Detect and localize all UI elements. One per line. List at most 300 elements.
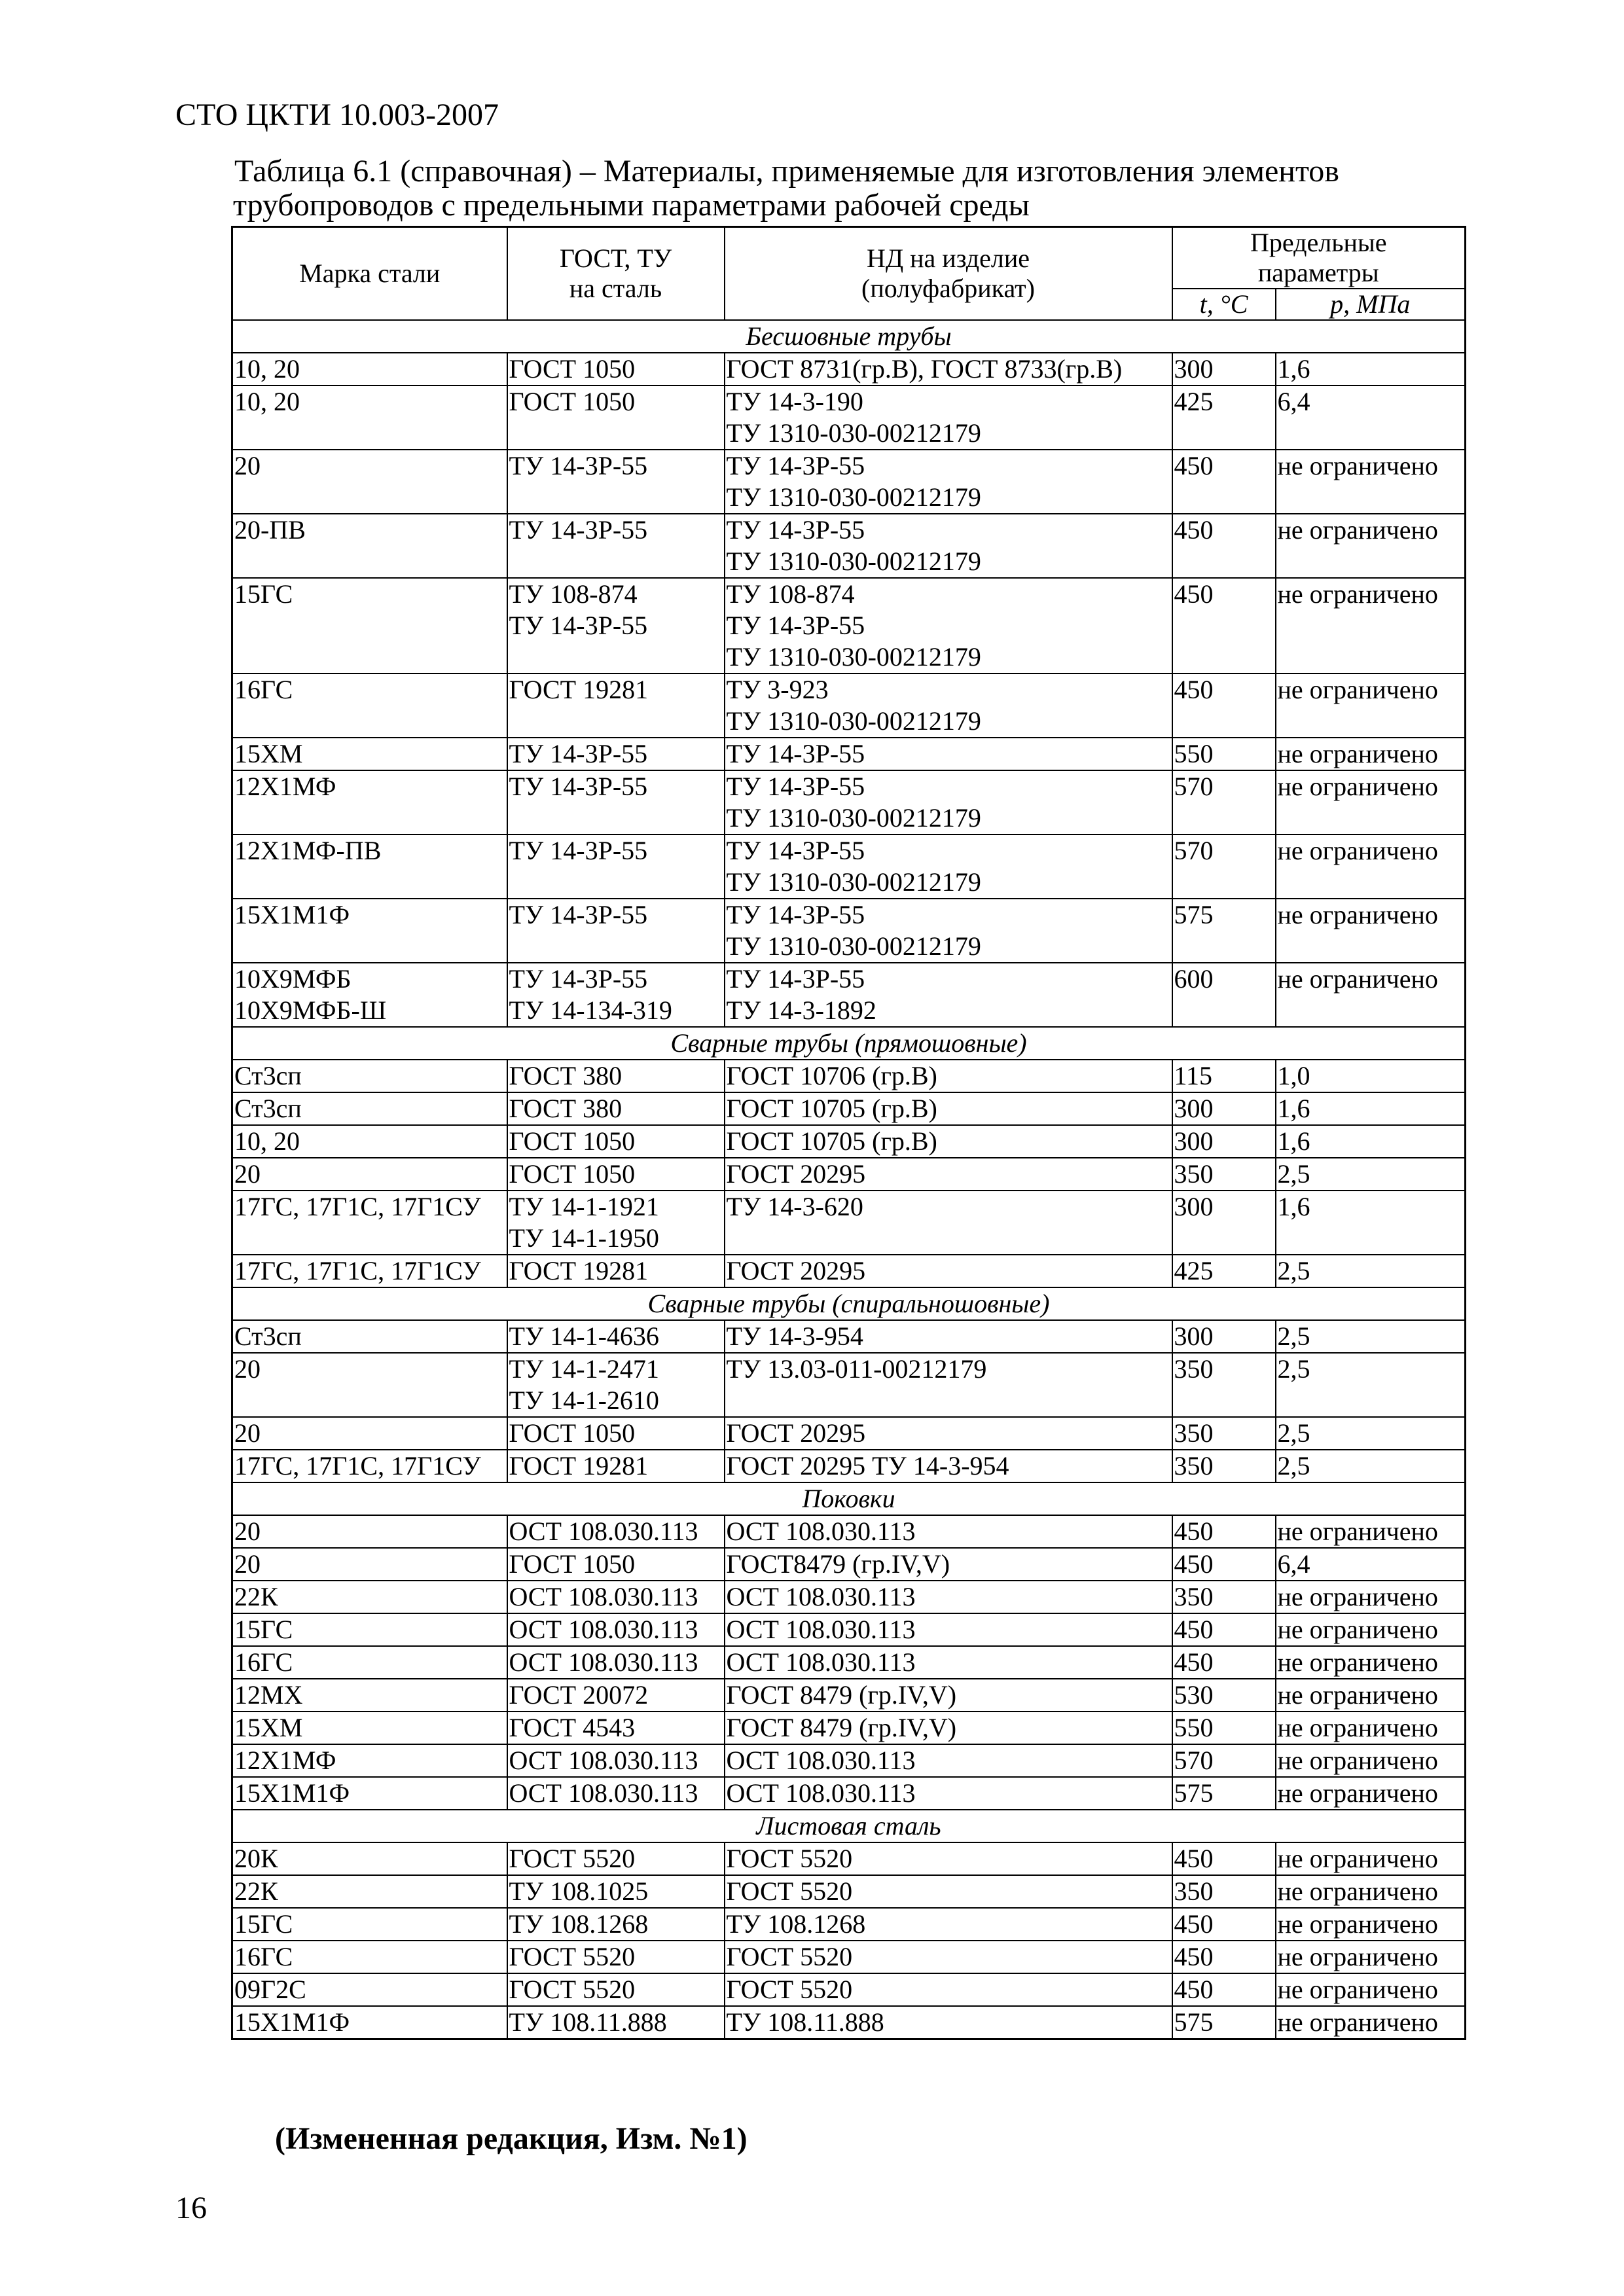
gost-cell <box>507 1646 725 1679</box>
nd-cell-line: ТУ 1310-030-00212179 <box>726 547 981 576</box>
temperature-cell: 350 <box>1172 1450 1276 1482</box>
steel-cell <box>232 1842 507 1875</box>
gost-cell-line: ОСТ 108.030.113 <box>509 1746 698 1775</box>
pressure-cell: не ограничено <box>1276 1908 1466 1941</box>
gost-cell <box>507 963 725 1027</box>
temperature-cell: 450 <box>1172 1646 1276 1679</box>
header-limits-line-1: Предельные <box>1250 228 1387 257</box>
nd-cell-line: ОСТ 108.030.113 <box>726 1746 916 1775</box>
nd-cell-line: ТУ 14-3-954 <box>726 1321 863 1351</box>
table-row <box>232 1320 1466 1353</box>
steel-cell <box>232 899 507 963</box>
temperature-cell: 425 <box>1172 1255 1276 1287</box>
table-row <box>232 738 1466 770</box>
temperature-cell: 300 <box>1172 1125 1276 1158</box>
steel-cell-line: 20 <box>234 1516 261 1546</box>
nd-cell-line: ГОСТ 10705 (гр.В) <box>726 1094 937 1123</box>
gost-cell-line: ГОСТ 19281 <box>509 1451 649 1480</box>
steel-cell <box>232 963 507 1027</box>
nd-cell <box>725 1417 1172 1450</box>
table-caption <box>234 154 1465 223</box>
steel-cell-line: 15ХМ <box>234 1713 303 1742</box>
nd-cell-line: ОСТ 108.030.113 <box>726 1516 916 1546</box>
gost-cell-line: ОСТ 108.030.113 <box>509 1647 698 1677</box>
steel-cell-line: 15Х1М1Ф <box>234 2007 350 2037</box>
temperature-cell: 450 <box>1172 514 1276 578</box>
temperature-cell: 550 <box>1172 1712 1276 1744</box>
steel-cell <box>232 1320 507 1353</box>
pressure-cell: 1,6 <box>1276 1191 1466 1255</box>
pressure-cell: не ограничено <box>1276 1941 1466 1973</box>
nd-cell <box>725 1125 1172 1158</box>
table-row <box>232 673 1466 738</box>
nd-cell-line: ГОСТ8479 (гр.IV,V) <box>726 1549 950 1579</box>
gost-cell <box>507 738 725 770</box>
steel-cell <box>232 1255 507 1287</box>
nd-cell <box>725 1450 1172 1482</box>
steel-cell-line: 15Х1М1Ф <box>234 1778 350 1808</box>
steel-cell-line: 12Х1МФ-ПВ <box>234 836 382 865</box>
nd-cell-line: ТУ 14-3-620 <box>726 1192 863 1221</box>
temperature-cell: 570 <box>1172 770 1276 834</box>
steel-cell <box>232 1875 507 1908</box>
steel-cell-line: 10, 20 <box>234 387 300 416</box>
nd-cell <box>725 1646 1172 1679</box>
nd-cell-line: ГОСТ 5520 <box>726 1975 853 2004</box>
pressure-cell: не ограничено <box>1276 514 1466 578</box>
nd-cell <box>725 963 1172 1027</box>
nd-cell-line: ТУ 1310-030-00212179 <box>726 706 981 736</box>
temperature-cell: 450 <box>1172 673 1276 738</box>
steel-cell <box>232 450 507 514</box>
document-header: СТО ЦКТИ 10.003-2007 <box>175 98 499 132</box>
nd-cell <box>725 1842 1172 1875</box>
steel-cell-line: 12Х1МФ <box>234 1746 336 1775</box>
table-row <box>232 1842 1466 1875</box>
temperature-cell: 300 <box>1172 1191 1276 1255</box>
temperature-cell: 350 <box>1172 1581 1276 1613</box>
materials-table <box>231 226 1466 2040</box>
gost-cell-line: ТУ 14-1-1950 <box>509 1223 659 1253</box>
steel-cell-line: 15ГС <box>234 1909 293 1939</box>
steel-cell-line: 17ГС, 17Г1С, 17Г1СУ <box>234 1451 481 1480</box>
section-title: Листовая сталь <box>232 1810 1466 1842</box>
pressure-cell: 2,5 <box>1276 1320 1466 1353</box>
nd-cell-line: ТУ 3-923 <box>726 675 829 704</box>
temperature-cell: 450 <box>1172 450 1276 514</box>
steel-cell <box>232 834 507 899</box>
gost-cell <box>507 1092 725 1125</box>
nd-cell-line: ГОСТ 8731(гр.В), ГОСТ 8733(гр.В) <box>726 354 1123 384</box>
steel-cell <box>232 1060 507 1092</box>
gost-cell <box>507 1320 725 1353</box>
pressure-cell: не ограничено <box>1276 1875 1466 1908</box>
steel-cell-line: Ст3сп <box>234 1061 302 1090</box>
temperature-cell: 300 <box>1172 1320 1276 1353</box>
gost-cell <box>507 770 725 834</box>
pressure-cell: 2,5 <box>1276 1417 1466 1450</box>
steel-cell <box>232 1744 507 1777</box>
steel-cell <box>232 1353 507 1417</box>
steel-cell <box>232 1712 507 1744</box>
temperature-cell: 570 <box>1172 834 1276 899</box>
steel-cell <box>232 1679 507 1712</box>
temperature-cell: 575 <box>1172 1777 1276 1810</box>
nd-cell <box>725 2006 1172 2039</box>
gost-cell-line: ОСТ 108.030.113 <box>509 1516 698 1546</box>
gost-cell-line: ТУ 14-3Р-55 <box>509 515 648 545</box>
section-header-row <box>232 320 1466 353</box>
nd-cell <box>725 1712 1172 1744</box>
gost-cell <box>507 1191 725 1255</box>
pressure-cell: не ограничено <box>1276 834 1466 899</box>
nd-cell-line: ТУ 1310-030-00212179 <box>726 482 981 512</box>
table-row <box>232 514 1466 578</box>
revision-note: (Измененная редакция, Изм. №1) <box>275 2121 748 2156</box>
nd-cell <box>725 353 1172 386</box>
gost-cell <box>507 1941 725 1973</box>
steel-cell <box>232 770 507 834</box>
nd-cell-line: ТУ 14-3Р-55 <box>726 772 865 801</box>
gost-cell <box>507 1842 725 1875</box>
gost-cell <box>507 514 725 578</box>
table-row <box>232 1515 1466 1548</box>
steel-cell <box>232 2006 507 2039</box>
section-title: Сварные трубы (спиральношовные) <box>232 1287 1466 1320</box>
steel-cell-line: 10, 20 <box>234 1126 300 1156</box>
section-header-row <box>232 1810 1466 1842</box>
pressure-cell: не ограничено <box>1276 673 1466 738</box>
gost-cell <box>507 578 725 673</box>
gost-cell <box>507 1744 725 1777</box>
header-temperature: t, °C <box>1172 289 1276 320</box>
gost-cell-line: ГОСТ 20072 <box>509 1680 649 1710</box>
gost-cell-line: ТУ 14-3Р-55 <box>509 611 648 640</box>
table-row <box>232 1060 1466 1092</box>
steel-cell-line: 17ГС, 17Г1С, 17Г1СУ <box>234 1256 481 1285</box>
table-row <box>232 770 1466 834</box>
section-header-row <box>232 1287 1466 1320</box>
gost-cell-line: ТУ 14-134-319 <box>509 996 672 1025</box>
gost-cell <box>507 1158 725 1191</box>
gost-cell <box>507 386 725 450</box>
page-number: 16 <box>175 2191 207 2225</box>
pressure-cell: не ограничено <box>1276 899 1466 963</box>
pressure-cell: 2,5 <box>1276 1158 1466 1191</box>
gost-cell <box>507 1450 725 1482</box>
nd-cell <box>725 1191 1172 1255</box>
gost-cell <box>507 1679 725 1712</box>
gost-cell-line: ГОСТ 380 <box>509 1061 623 1090</box>
header-nd <box>725 227 1172 321</box>
gost-cell-line: ГОСТ 19281 <box>509 675 649 704</box>
table-row <box>232 386 1466 450</box>
gost-cell-line: ТУ 108.1268 <box>509 1909 649 1939</box>
gost-cell-line: ГОСТ 1050 <box>509 1126 636 1156</box>
nd-cell <box>725 514 1172 578</box>
gost-cell <box>507 1777 725 1810</box>
gost-cell <box>507 2006 725 2039</box>
nd-cell-line: ГОСТ 5520 <box>726 1876 853 1906</box>
section-header-row <box>232 1027 1466 1060</box>
nd-cell-line: ОСТ 108.030.113 <box>726 1778 916 1808</box>
caption-line-1: Таблица 6.1 (справочная) – Материалы, применяемые для изготовления элементов <box>234 154 1339 188</box>
gost-cell-line: ОСТ 108.030.113 <box>509 1778 698 1808</box>
gost-cell <box>507 353 725 386</box>
gost-cell-line: ТУ 14-1-2471 <box>509 1354 659 1384</box>
temperature-cell: 350 <box>1172 1353 1276 1417</box>
header-pressure: p, МПа <box>1276 289 1466 320</box>
gost-cell <box>507 1908 725 1941</box>
gost-cell-line: ТУ 14-1-2610 <box>509 1386 659 1415</box>
steel-cell-line: 20 <box>234 1418 261 1448</box>
caption-line-2: трубопроводов с предельными параметрами рабочей среды <box>233 188 1030 223</box>
steel-cell <box>232 578 507 673</box>
steel-cell-line: 16ГС <box>234 1942 293 1971</box>
temperature-cell: 570 <box>1172 1744 1276 1777</box>
gost-cell-line: ТУ 108-874 <box>509 579 638 609</box>
header-nd-line-1: НД на изделие <box>866 243 1030 273</box>
gost-cell <box>507 1875 725 1908</box>
pressure-cell: не ограничено <box>1276 1842 1466 1875</box>
gost-cell-line: ТУ 14-3Р-55 <box>509 772 648 801</box>
steel-cell-line: 09Г2С <box>234 1975 306 2004</box>
nd-cell <box>725 1777 1172 1810</box>
steel-cell-line: 20К <box>234 1844 278 1873</box>
temperature-cell: 350 <box>1172 1875 1276 1908</box>
pressure-cell: не ограничено <box>1276 770 1466 834</box>
pressure-cell: не ограничено <box>1276 963 1466 1027</box>
nd-cell-line: ГОСТ 20295 <box>726 1418 866 1448</box>
table-row <box>232 1744 1466 1777</box>
table-row <box>232 1450 1466 1482</box>
header-steel-grade: Марка стали <box>232 227 507 321</box>
gost-cell <box>507 1060 725 1092</box>
steel-cell <box>232 1908 507 1941</box>
table-row <box>232 1255 1466 1287</box>
temperature-cell: 450 <box>1172 1548 1276 1581</box>
table-row <box>232 2006 1466 2039</box>
gost-cell-line: ТУ 108.1025 <box>509 1876 649 1906</box>
header-gost-line-1: ГОСТ, ТУ <box>559 243 672 273</box>
temperature-cell: 300 <box>1172 1092 1276 1125</box>
table-row <box>232 1092 1466 1125</box>
steel-cell <box>232 1581 507 1613</box>
table-row <box>232 1973 1466 2006</box>
steel-cell-line: 10Х9МФБ <box>234 964 352 994</box>
table-row <box>232 450 1466 514</box>
nd-cell-line: ОСТ 108.030.113 <box>726 1615 916 1644</box>
nd-cell-line: ТУ 14-3Р-55 <box>726 451 865 480</box>
nd-cell <box>725 386 1172 450</box>
nd-cell-line: ТУ 1310-030-00212179 <box>726 418 981 448</box>
nd-cell <box>725 1060 1172 1092</box>
steel-cell <box>232 1941 507 1973</box>
table-header <box>232 227 1466 321</box>
nd-cell-line: ТУ 1310-030-00212179 <box>726 642 981 672</box>
temperature-cell: 450 <box>1172 1941 1276 1973</box>
temperature-cell: 450 <box>1172 1973 1276 2006</box>
temperature-cell: 300 <box>1172 353 1276 386</box>
gost-cell <box>507 899 725 963</box>
gost-cell-line: ГОСТ 1050 <box>509 1549 636 1579</box>
temperature-cell: 115 <box>1172 1060 1276 1092</box>
gost-cell <box>507 834 725 899</box>
section-title: Сварные трубы (прямошовные) <box>232 1027 1466 1060</box>
temperature-cell: 450 <box>1172 578 1276 673</box>
gost-cell <box>507 1255 725 1287</box>
table-row <box>232 1125 1466 1158</box>
gost-cell <box>507 1515 725 1548</box>
gost-cell-line: ТУ 14-1-4636 <box>509 1321 659 1351</box>
steel-cell <box>232 1613 507 1646</box>
pressure-cell: не ограничено <box>1276 738 1466 770</box>
gost-cell <box>507 673 725 738</box>
temperature-cell: 600 <box>1172 963 1276 1027</box>
nd-cell <box>725 834 1172 899</box>
nd-cell-line: ГОСТ 10706 (гр.В) <box>726 1061 937 1090</box>
pressure-cell: не ограничено <box>1276 578 1466 673</box>
header-nd-line-2: (полуфабрикат) <box>861 274 1035 303</box>
section-title: Бесшовные трубы <box>232 320 1466 353</box>
steel-cell-line: 20 <box>234 1549 261 1579</box>
pressure-cell: не ограничено <box>1276 1613 1466 1646</box>
nd-cell-line: ОСТ 108.030.113 <box>726 1582 916 1611</box>
steel-cell-line: 20 <box>234 1354 261 1384</box>
table-row <box>232 1875 1466 1908</box>
nd-cell <box>725 1515 1172 1548</box>
nd-cell-line: ТУ 14-3-1892 <box>726 996 876 1025</box>
table-row <box>232 1191 1466 1255</box>
nd-cell-line: ГОСТ 5520 <box>726 1844 853 1873</box>
gost-cell-line: ГОСТ 5520 <box>509 1942 636 1971</box>
steel-cell-line: 10, 20 <box>234 354 300 384</box>
steel-cell-line: 20 <box>234 1159 261 1189</box>
header-limits <box>1172 227 1466 289</box>
nd-cell-line: ГОСТ 20295 ТУ 14-3-954 <box>726 1451 1009 1480</box>
gost-cell <box>507 450 725 514</box>
steel-cell-line: 16ГС <box>234 1647 293 1677</box>
nd-cell <box>725 899 1172 963</box>
pressure-cell: 1,6 <box>1276 1092 1466 1125</box>
pressure-cell: 6,4 <box>1276 386 1466 450</box>
nd-cell <box>725 1092 1172 1125</box>
table-row <box>232 1908 1466 1941</box>
nd-cell-line: ТУ 14-3Р-55 <box>726 964 865 994</box>
gost-cell <box>507 1353 725 1417</box>
steel-cell <box>232 353 507 386</box>
steel-cell <box>232 1646 507 1679</box>
steel-cell <box>232 1450 507 1482</box>
section-title: Поковки <box>232 1482 1466 1515</box>
gost-cell-line: ГОСТ 380 <box>509 1094 623 1123</box>
table-body <box>232 320 1466 2039</box>
gost-cell-line: ТУ 14-3Р-55 <box>509 451 648 480</box>
nd-cell <box>725 1581 1172 1613</box>
steel-cell <box>232 673 507 738</box>
steel-cell-line: 12Х1МФ <box>234 772 336 801</box>
steel-cell <box>232 1417 507 1450</box>
nd-cell-line: ГОСТ 20295 <box>726 1256 866 1285</box>
temperature-cell: 575 <box>1172 2006 1276 2039</box>
gost-cell-line: ОСТ 108.030.113 <box>509 1615 698 1644</box>
nd-cell-line: ГОСТ 10705 (гр.В) <box>726 1126 937 1156</box>
table-row <box>232 1646 1466 1679</box>
gost-cell-line: ГОСТ 1050 <box>509 354 636 384</box>
gost-cell-line: ГОСТ 4543 <box>509 1713 636 1742</box>
nd-cell-line: ТУ 108-874 <box>726 579 855 609</box>
pressure-cell: не ограничено <box>1276 1679 1466 1712</box>
steel-cell <box>232 738 507 770</box>
pressure-cell: не ограничено <box>1276 2006 1466 2039</box>
steel-cell-line: 15ГС <box>234 1615 293 1644</box>
table-row <box>232 1777 1466 1810</box>
nd-cell-line: ТУ 1310-030-00212179 <box>726 803 981 833</box>
temperature-cell: 530 <box>1172 1679 1276 1712</box>
temperature-cell: 450 <box>1172 1908 1276 1941</box>
table-row <box>232 1941 1466 1973</box>
temperature-cell: 425 <box>1172 386 1276 450</box>
steel-cell <box>232 1158 507 1191</box>
table-row <box>232 1158 1466 1191</box>
steel-cell-line: 17ГС, 17Г1С, 17Г1СУ <box>234 1192 481 1221</box>
gost-cell <box>507 1613 725 1646</box>
nd-cell <box>725 1973 1172 2006</box>
pressure-cell: не ограничено <box>1276 1973 1466 2006</box>
nd-cell-line: ТУ 1310-030-00212179 <box>726 867 981 897</box>
nd-cell-line: ТУ 14-3Р-55 <box>726 739 865 768</box>
table-row <box>232 1679 1466 1712</box>
table-row <box>232 1353 1466 1417</box>
table-row <box>232 1581 1466 1613</box>
steel-cell-line: Ст3сп <box>234 1094 302 1123</box>
nd-cell-line: ТУ 14-3Р-55 <box>726 611 865 640</box>
nd-cell <box>725 1941 1172 1973</box>
table-row <box>232 1613 1466 1646</box>
nd-cell <box>725 1255 1172 1287</box>
table-row <box>232 963 1466 1027</box>
steel-cell <box>232 1777 507 1810</box>
nd-cell <box>725 1613 1172 1646</box>
table-row <box>232 578 1466 673</box>
nd-cell <box>725 738 1172 770</box>
nd-cell-line: ГОСТ 8479 (гр.IV,V) <box>726 1713 957 1742</box>
temperature-cell: 550 <box>1172 738 1276 770</box>
header-gost-line-2: на сталь <box>569 274 662 303</box>
gost-cell-line: ГОСТ 1050 <box>509 1159 636 1189</box>
header-limits-line-2: параметры <box>1257 258 1379 287</box>
temperature-cell: 450 <box>1172 1515 1276 1548</box>
pressure-cell: не ограничено <box>1276 1581 1466 1613</box>
temperature-cell: 575 <box>1172 899 1276 963</box>
nd-cell <box>725 1744 1172 1777</box>
steel-cell-line: 20-ПВ <box>234 515 306 545</box>
temperature-cell: 350 <box>1172 1417 1276 1450</box>
gost-cell-line: ТУ 14-3Р-55 <box>509 964 648 994</box>
gost-cell-line: ГОСТ 1050 <box>509 387 636 416</box>
nd-cell <box>725 1158 1172 1191</box>
pressure-cell: не ограничено <box>1276 1744 1466 1777</box>
pressure-cell: не ограничено <box>1276 1646 1466 1679</box>
nd-cell <box>725 1548 1172 1581</box>
steel-cell-line: 16ГС <box>234 675 293 704</box>
steel-cell <box>232 1548 507 1581</box>
pressure-cell: 6,4 <box>1276 1548 1466 1581</box>
pressure-cell: 2,5 <box>1276 1353 1466 1417</box>
gost-cell-line: ГОСТ 5520 <box>509 1975 636 2004</box>
nd-cell-line: ТУ 14-3Р-55 <box>726 836 865 865</box>
steel-cell-line: 12МХ <box>234 1680 303 1710</box>
